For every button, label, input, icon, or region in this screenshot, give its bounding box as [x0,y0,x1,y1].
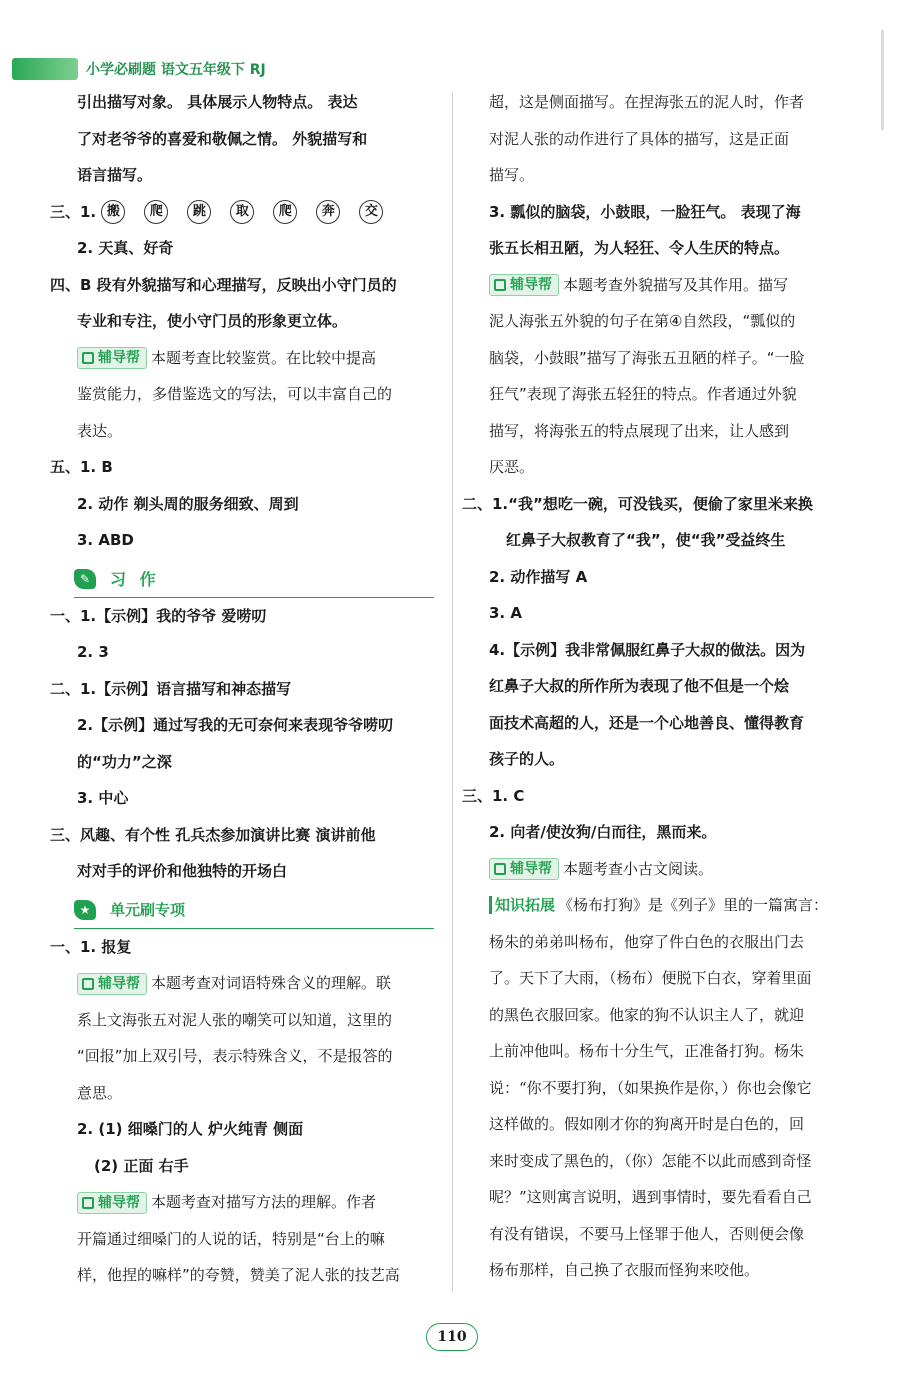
section-title: 习 作 [110,570,160,589]
tutor-note-text: 狂气”表现了海张五轻狂的特点。作者通过外貌 [489,385,797,403]
tutor-note: 辅导帮 本题考查比较鉴赏。在比较中提高 [50,340,440,377]
answer-line: 3. ABD [77,531,134,549]
section-title: 单元刷专项 [110,901,186,919]
answer-line: 3. 中心 [77,789,129,807]
answer-line: 三、1. C [462,786,525,805]
tutor-note-text: 厌恶。 [489,458,535,476]
knowledge-text: 有没有错误，不要马上怪罪于他人，否则便会像 [489,1224,805,1243]
knowledge-text: 的黑色衣服回家。他家的狗不认识主人了，就迎 [489,1005,805,1024]
circled-characters [101,203,402,221]
answer-line: 面技术高超的人，还是一个心地善良、懂得教育 [489,713,805,732]
answer-line: 一、1.【示例】我的爷爷 爱唠叨 [50,606,267,625]
knowledge-text: 说：“你不要打狗，（如果换作是你，）你也会像它 [489,1078,812,1097]
knowledge-text: 呢？”这则寓言说明，遇到事情时，要先看看自己 [489,1188,812,1206]
knowledge-note: 知识拓展 《杨布打狗》是《列子》里的一篇寓言： [462,887,852,924]
answer-line: 对泥人张的动作进行了具体的描写，这是正面 [489,129,790,148]
knowledge-text: 杨布那样，自己换了衣服而怪狗来咬他。 [489,1261,760,1279]
page-header [12,56,266,82]
answer-line: 红鼻子大叔教育了“我”，使“我”受益终生 [506,531,786,549]
answer-line: 一、1. 报复 [50,937,132,956]
circled-character: 取 [230,200,254,224]
knowledge-text: 杨朱的弟弟叫杨布，他穿了件白色的衣服出门去 [489,932,805,951]
circled-character: 爬 [144,200,168,224]
tutor-note: 辅导帮 本题考查对描写方法的理解。作者 [50,1184,440,1221]
answer-line: 2. 3 [77,643,109,661]
section-header-danyuan [74,892,434,929]
book-icon [82,1197,94,1209]
tutor-note: 辅导帮 本题考查小古文阅读。 [462,851,852,888]
answer-line: 二、1.【示例】语言描写和神态描写 [50,679,292,698]
circled-character: 搬 [101,200,125,224]
brand-logo [12,58,78,80]
answer-line: 的“功力”之深 [77,752,172,771]
answer-line: (2) 正面 右手 [94,1156,189,1175]
tutor-note-text: “回报”加上双引号，表示特殊含义，不是报答的 [77,1047,393,1065]
answer-line: 2. (1) 细嗓门的人 炉火纯青 侧面 [77,1120,304,1138]
left-column [50,84,440,1294]
page-edge [881,30,884,130]
circled-character: 奔 [316,200,340,224]
tutor-note-text: 脑袋，小鼓眼”描写了海张五丑陋的样子。“一脸 [489,348,805,367]
answer-line: 对对手的评价和他独特的开场白 [77,862,288,880]
tutor-note-text: 表达。 [77,421,123,440]
tutor-tag: 辅导帮 [77,973,147,995]
tutor-tag: 辅导帮 [489,858,559,880]
book-title: 小学必刷题 语文五年级下 RJ [86,62,266,78]
knowledge-tag: 知识拓展 [489,896,555,914]
tutor-note-text: 样，他捏的嘛样”的夸赞，赞美了泥人张的技艺高 [77,1266,400,1284]
book-icon [494,279,506,291]
answer-line: 三、风趣、有个性 孔兵杰参加演讲比赛 演讲前他 [50,825,376,844]
answer-line: 2.【示例】通过写我的无可奈何来表现爷爷唠叨 [77,716,394,734]
pencil-icon: ✎ [74,569,96,589]
tutor-tag: 辅导帮 [77,347,147,369]
book-icon [82,978,94,990]
tutor-note: 辅导帮 本题考查对词语特殊含义的理解。联 [50,965,440,1002]
tutor-note: 辅导帮 本题考查外貌描写及其作用。描写 [462,267,852,304]
tutor-note-text: 描写，将海张五的特点展现了出来，让人感到 [489,421,790,440]
knowledge-text: 来时变成了黑色的，（你）怎能不以此而感到奇怪 [489,1151,812,1170]
answer-line: 2. 动作描写 A [489,567,588,586]
tutor-note-text: 系上文海张五对泥人张的嘲笑可以知道，这里的 [77,1010,393,1029]
knowledge-text: 这样做的。假如刚才你的狗离开时是白色的，回 [489,1115,805,1133]
answer-line: 4.【示例】我非常佩服红鼻子大叔的做法。因为 [489,640,806,659]
answer-line: 红鼻子大叔的所作所为表现了他不但是一个烩 [489,677,790,695]
answer-line: 2. 向者/使汝狗/白而往，黑而来。 [489,823,717,841]
tutor-note-text: 意思。 [77,1083,123,1102]
section-header-xizuo [74,561,434,598]
answer-line: 四、B 段有外貌描写和心理描写，反映出小守门员的 [50,275,397,294]
answer-line: 专业和专注，使小守门员的形象更立体。 [77,312,348,330]
answer-line: 了对老爷爷的喜爱和敬佩之情。 外貌描写和 [77,129,368,148]
tutor-note-text: 鉴赏能力，多借鉴选文的写法，可以丰富自己的 [77,385,393,403]
knowledge-text: 了。天下了大雨，（杨布）便脱下白衣，穿着里面 [489,969,812,987]
answer-line: 3. A [489,604,522,622]
answer-line: 五、1. B [50,458,113,476]
circled-character: 交 [359,200,383,224]
page-number: 110 [426,1323,478,1351]
circled-character: 爬 [273,200,297,224]
answer-line: 二、1.“我”想吃一碗，可没钱买，便偷了家里米来换 [462,494,813,513]
book-icon [494,863,506,875]
answer-line: 语言描写。 [77,166,153,184]
star-icon: ★ [74,900,96,920]
tutor-tag: 辅导帮 [489,274,559,296]
answer-line: 2. 动作 剃头周的服务细致、周到 [77,494,299,513]
right-column [462,84,852,1289]
answer-line: 引出描写对象。 具体展示人物特点。 表达 [77,93,358,111]
answer-line: 3. 瓢似的脑袋，小鼓眼，一脸狂气。 表现了海 [489,202,801,221]
tutor-note-text: 开篇通过细嗓门的人说的话，特别是“台上的嘛 [77,1229,385,1248]
answer-line: 描写。 [489,166,535,184]
tutor-tag: 辅导帮 [77,1192,147,1214]
tutor-note-text: 泥人海张五外貌的句子在第④自然段，“瓢似的 [489,312,796,330]
circled-character: 跳 [187,200,211,224]
section-san-q1: 三、1. 搬 爬 跳 取 爬 奔 交 [50,194,440,231]
book-icon [82,352,94,364]
column-divider [452,92,453,1292]
answer-line: 张五长相丑陋，为人轻狂、令人生厌的特点。 [489,239,790,257]
answer-line: 超，这是侧面描写。在捏海张五的泥人时，作者 [489,93,805,111]
knowledge-text: 上前冲他叫。杨布十分生气，正准备打狗。杨朱 [489,1042,805,1060]
answer-line: 2. 天真、好奇 [77,239,174,257]
answer-line: 孩子的人。 [489,750,565,768]
